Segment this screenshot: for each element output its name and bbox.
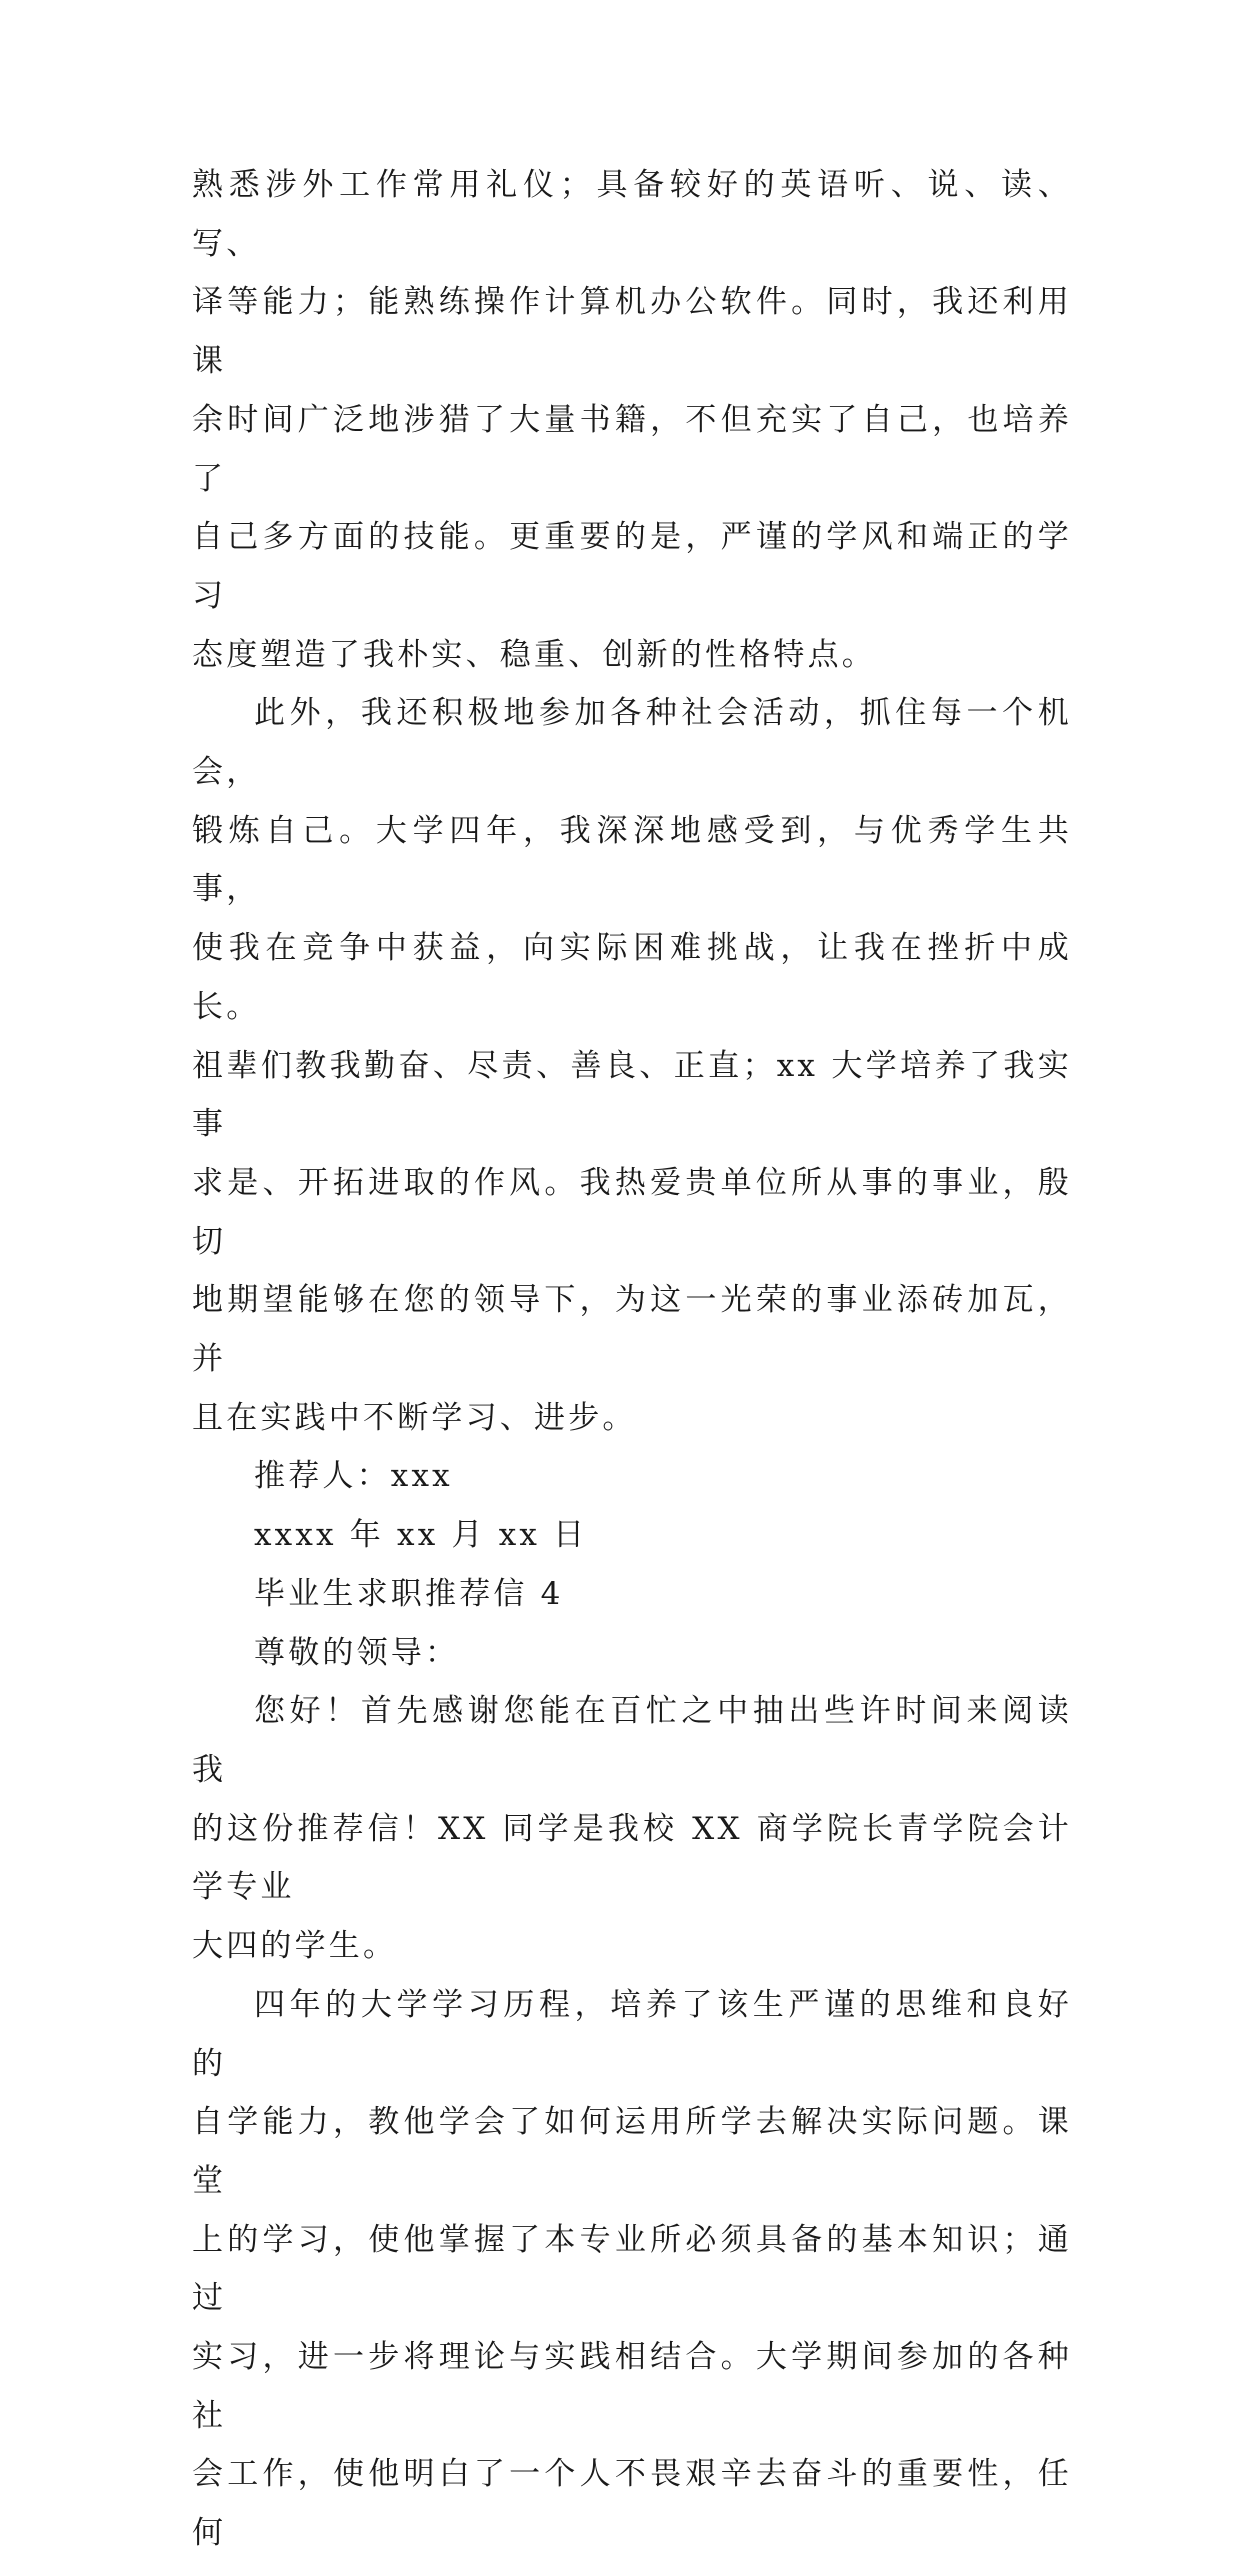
paragraph-activities (192, 684, 1072, 1447)
date-line (192, 1506, 1072, 1565)
text-line: 尊敬的领导： (254, 1634, 460, 1671)
text-line: 余时间广泛地涉猎了大量书籍，不但充实了自己，也培养了 (192, 401, 1072, 497)
text-line: 态度塑造了我朴实、稳重、创新的性格特点。 (192, 636, 876, 673)
text-line: 熟悉涉外工作常用礼仪；具备较好的英语听、说、读、写、 (192, 167, 1072, 262)
text-line: 求是、开拓进取的作风。我热爱贵单位所从事的事业，殷切 (192, 1164, 1072, 1260)
text-line: xxxx 年 xx 月 xx 日 (254, 1517, 588, 1554)
paragraph-study (192, 1976, 1072, 2563)
text-line: 的这份推荐信！XX 同学是我校 XX 商学院长青学院会计学专业 (192, 1810, 1072, 1906)
text-line: 此外，我还积极地参加各种社会活动，抓住每一个机会， (192, 695, 1072, 791)
text-line: 自己多方面的技能。更重要的是，严谨的学风和端正的学习 (192, 519, 1072, 614)
salutation (192, 1624, 1072, 1683)
section-title (192, 1565, 1072, 1624)
text-line: 上的学习，使他掌握了本专业所必须具备的基本知识；通过 (192, 2221, 1072, 2317)
text-line: 您好！首先感谢您能在百忙之中抽出些许时间来阅读我 (192, 1693, 1072, 1788)
text-line: 锻炼自己。大学四年，我深深地感受到，与优秀学生共事， (192, 812, 1072, 908)
document-body (192, 156, 1072, 2563)
text-line: 大四的学生。 (192, 1928, 398, 1965)
text-line: 实习，进一步将理论与实践相结合。大学期间参加的各种社 (192, 2339, 1072, 2434)
recommender-line (192, 1447, 1072, 1506)
text-line: 自学能力，教他学会了如何运用所学去解决实际问题。课堂 (192, 2104, 1072, 2199)
text-line: 地期望能够在您的领导下，为这一光荣的事业添砖加瓦，并 (192, 1282, 1072, 1378)
text-line: 毕业生求职推荐信 4 (254, 1575, 564, 1612)
text-line: 使我在竞争中获益，向实际困难挑战，让我在挫折中成长。 (192, 930, 1072, 1025)
paragraph-greeting (192, 1682, 1072, 1976)
text-line: 推荐人：xxx (254, 1458, 453, 1495)
paragraph-skills (192, 156, 1072, 684)
text-line: 四年的大学学习历程，培养了该生严谨的思维和良好的 (192, 1986, 1072, 2082)
text-line: 会工作，使他明白了一个人不畏艰辛去奋斗的重要性，任何 (192, 2456, 1072, 2552)
text-line: 祖辈们教我勤奋、尽责、善良、正直；xx 大学培养了我实事 (192, 1047, 1072, 1143)
text-line: 且在实践中不断学习、进步。 (192, 1399, 637, 1436)
text-line: 译等能力；能熟练操作计算机办公软件。同时，我还利用课 (192, 284, 1072, 380)
